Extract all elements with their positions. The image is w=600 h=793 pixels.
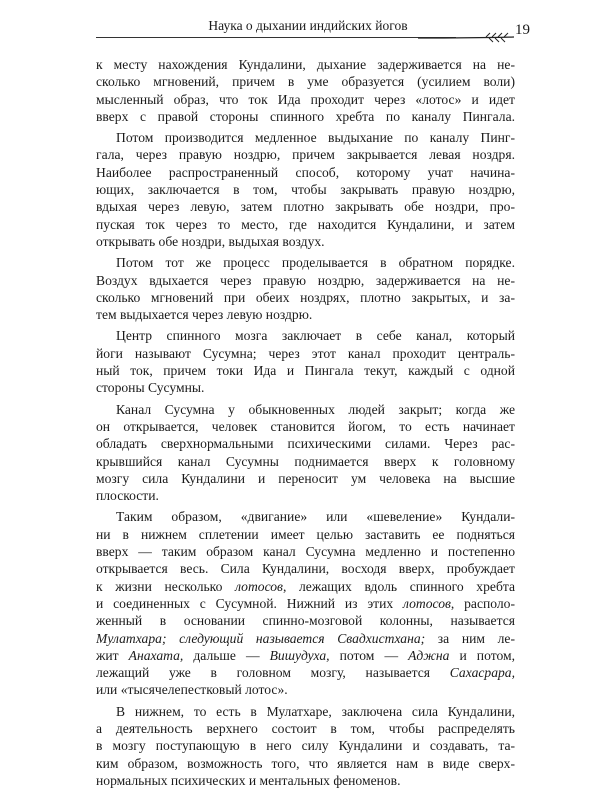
text-line: а деятельность верхнего состоит в том, чтобы распределять (96, 720, 515, 736)
paragraph-1 (96, 56, 515, 125)
text-line: он открывается, человек становится йогом, то есть начинает (96, 418, 515, 434)
italic-term: лотосов (403, 595, 451, 611)
text-line: гала, через правую ноздрю, причем закрывается левая ноздря. (96, 147, 515, 163)
text-line: Канал Сусумна у обыкновенных людей закрыт; когда же (116, 401, 515, 417)
text-run: за ним ле- (425, 630, 515, 646)
text-run: , лежащих вдоль спинного хребта (282, 578, 515, 594)
text-line: Центр спинного мозга заключает в себе канал, который (116, 328, 515, 344)
italic-term: лотосов (235, 578, 283, 594)
body-text (96, 56, 515, 793)
text-line (96, 647, 515, 664)
text-run: потом — (329, 647, 409, 663)
text-line: вверх — таким образом канал Сусумна медленно и постепенно (96, 544, 515, 560)
text-line: Таким образом, «двигание» или «шевеление» Кундали- (116, 509, 515, 525)
text-line: Потом тот же процесс проделывается в обратном порядке. (116, 255, 515, 271)
italic-term: Аджна (408, 647, 450, 663)
text-line: В нижнем, то есть в Мулатхаре, заключена сила Кундалини, (116, 703, 515, 719)
text-line (96, 630, 515, 647)
text-line: Потом производится медленное выдыхание по каналу Пинг- (116, 130, 515, 146)
text-run: дальше — (183, 647, 270, 663)
text-line: ни в нижнем сплетении имеет целью заставить ее подняться (96, 526, 515, 542)
text-line: мысленный образ, что ток Ида проходит через «лотос» и идет (96, 91, 515, 107)
text-line: открывать обе ноздри, выдыхая воздух. (96, 233, 325, 249)
paragraph-4 (96, 327, 515, 396)
italic-term: Вишудуха, (269, 647, 330, 663)
text-run: к жизни несколько (96, 578, 236, 594)
text-line: Воздух вдыхается через правую ноздрю, задерживается на не- (96, 272, 515, 288)
leaf-flourish-icon (416, 30, 516, 44)
text-line: стороны Сусумны. (96, 380, 205, 396)
running-title: Наука о дыхании индийских йогов (208, 18, 408, 33)
text-line: вверх с правой стороны спинного хребта по каналу Пингала. (96, 108, 515, 124)
text-line: вдыхая через левую, затем плотно закрывать обе ноздри, про- (96, 199, 515, 215)
text-run: и соединенных с Сусумной. Нижний из этих (96, 595, 403, 611)
paragraph-5 (96, 401, 515, 505)
text-line: сколько мгновений при обеих ноздрях, плотно закрытых, и за- (96, 289, 515, 305)
text-line: пуская ток через то место, где находится Кундалини, и затем (96, 216, 515, 232)
text-line: нормальных психических и ментальных феноменов. (96, 772, 401, 788)
text-line: ный ток, причем токи Ида и Пингала текут, каждый с одной (96, 363, 515, 379)
text-line: плоскости. (96, 488, 159, 504)
text-line: обладать сверхнормальными психическими силами. Через рас- (96, 436, 515, 452)
text-line: открывается весь. Сила Кундалини, восходя вверх, пробуждает (96, 561, 515, 577)
header-rule (96, 37, 456, 38)
text-line: тем выдыхается через левую ноздрю. (96, 307, 313, 323)
text-line: или «тысячелепестковый лотос». (96, 682, 288, 698)
text-run: и потом, (449, 647, 515, 663)
text-run: , располо- (450, 595, 515, 611)
text-line: крывшийся канал Сусумны поднимается вверх к головному (96, 453, 515, 469)
text-line: ющих, заключается в том, чтобы закрывать правую ноздрю, (96, 182, 515, 198)
italic-term: Сахасрара, (449, 665, 515, 681)
text-line: Наиболее распространенный способ, которому учат начина- (96, 164, 515, 180)
page-header (96, 18, 520, 46)
page-number: 19 (515, 22, 530, 38)
text-run: жит (96, 647, 129, 663)
text-line: женный в основании спинно-мозговой колонны, называется (96, 613, 515, 629)
text-line: к месту нахождения Кундалини, дыхание задерживается на не- (96, 57, 515, 72)
italic-term: Мулатхара; следующий называется Свадхистхана; (96, 630, 426, 646)
text-line (96, 595, 515, 612)
paragraph-3 (96, 254, 515, 323)
text-line (96, 578, 515, 595)
italic-term: Анахата, (128, 647, 184, 663)
text-line: мозгу сила Кундалини и переносит ум человека на высшие (96, 470, 515, 486)
paragraph-2 (96, 129, 515, 250)
paragraph-7 (96, 703, 515, 789)
text-line: сколько мгновений, причем в уме образуется (усилием воли) (96, 74, 515, 90)
text-line: в мозгу поступающую в него силу Кундалини и создавать, та- (96, 738, 515, 754)
text-line: йоги называют Сусумна; через этот канал проходит централь- (96, 345, 515, 361)
text-line: ким образом, возможность того, что является нам в виде сверх- (96, 755, 515, 771)
paragraph-6 (96, 508, 515, 698)
text-run: лежащий уже в головном мозгу, называется (96, 665, 450, 681)
text-line (96, 664, 515, 681)
